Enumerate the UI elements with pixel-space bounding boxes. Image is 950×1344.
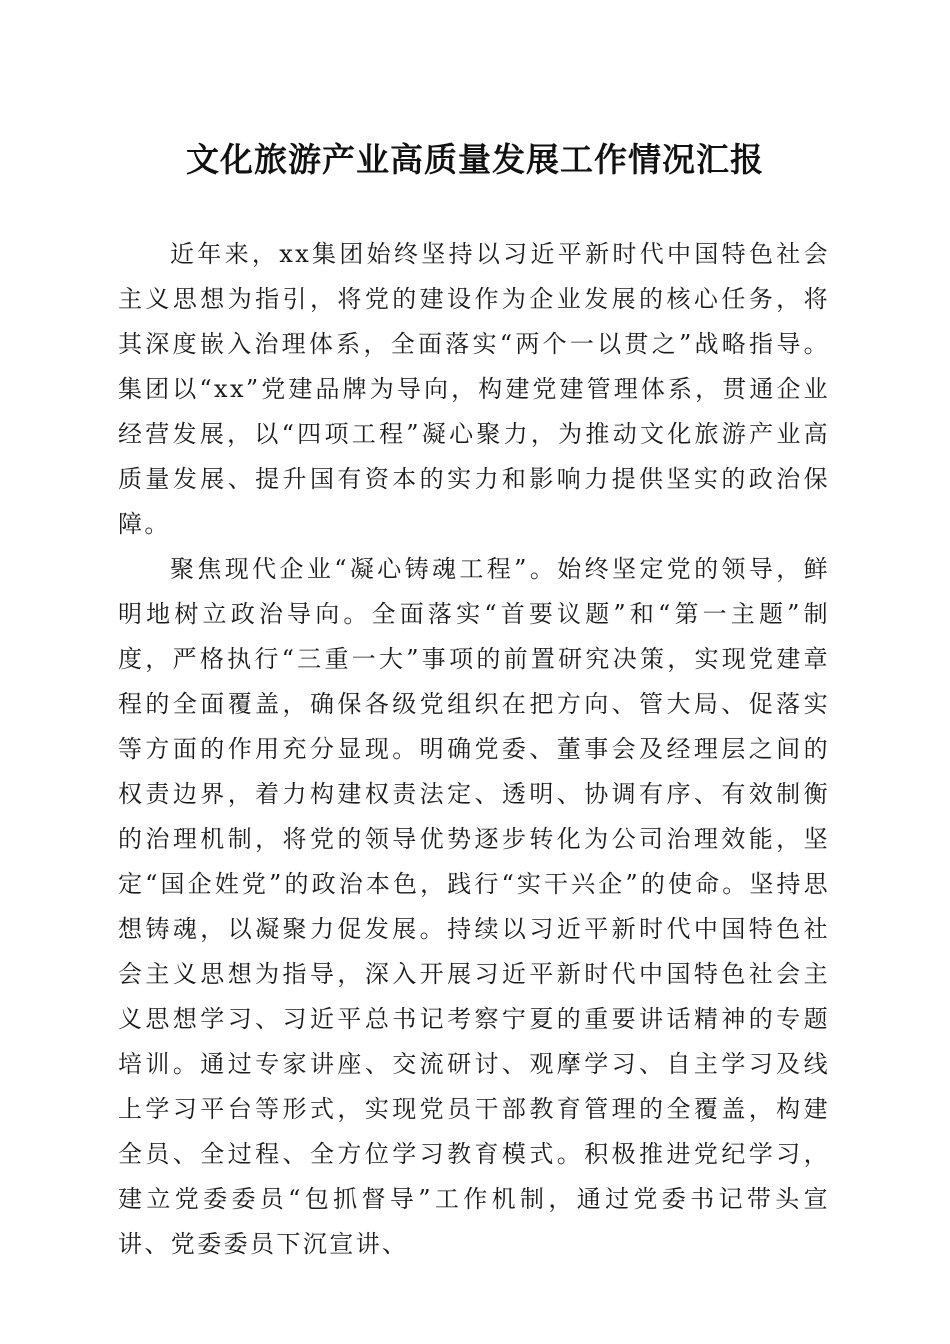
document-body xyxy=(118,232,830,1267)
paragraph-cohesion-project: 聚焦现代企业“凝心铸魂工程”。始终坚定党的领导，鲜明地树立政治导向。全面落实“首要议题”和“第一主题”制度，严格执行“三重一大”事项的前置研究决策，实现党建章程的全面覆盖，确保各级党组织在把方向、管大局、促落实等方面的作用充分显现。明确党委、董事会及经理层之间的权责边界，着力构建权责法定、透明、协调有序、有效制衡的治理机制，将党的领导优势逐步转化为公司治理效能，坚定“国企姓党”的政治本色，践行“实干兴企”的使命。坚持思想铸魂，以凝聚力促发展。持续以习近平新时代中国特色社会主义思想为指导，深入开展习近平新时代中国特色社会主义思想学习、习近平总书记考察宁夏的重要讲话精神的专题培训。通过专家讲座、交流研讨、观摩学习、自主学习及线上学习平台等形式，实现党员干部教育管理的全覆盖，构建全员、全过程、全方位学习教育模式。积极推进党纪学习，建立党委委员“包抓督导”工作机制，通过党委书记带头宣讲、党委委员下沉宣讲、 xyxy=(118,555,830,1258)
paragraph-intro: 近年来，xx集团始终坚持以习近平新时代中国特色社会主义思想为指引，将党的建设作为企业发展的核心任务，将其深度嵌入治理体系，全面落实“两个一以贯之”战略指导。集团以“xx”党建品牌为导向，构建党建管理体系，贯通企业经营发展，以“四项工程”凝心聚力，为推动文化旅游产业高质量发展、提升国有资本的实力和影响力提供坚实的政治保障。 xyxy=(118,240,830,538)
document-title: 文化旅游产业高质量发展工作情况汇报 xyxy=(186,140,764,179)
